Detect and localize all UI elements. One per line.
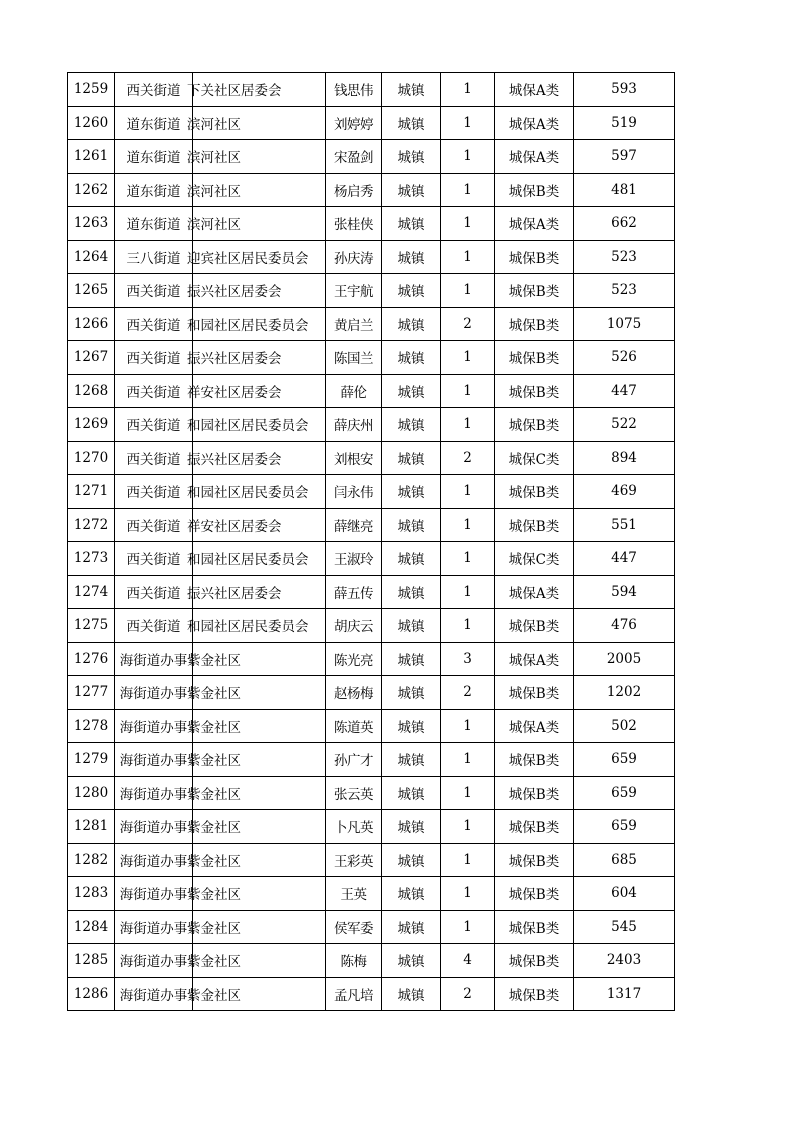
table-row [68, 944, 675, 978]
roster-table [67, 72, 675, 1011]
name-cell: 薛五传 [326, 575, 382, 609]
community-cell: 滨河社区 [193, 106, 326, 140]
household-type-cell: 城镇 [382, 575, 441, 609]
household-type-cell: 城镇 [382, 977, 441, 1011]
insurance-category-cell: 城保B类 [495, 910, 574, 944]
household-type-cell: 城镇 [382, 843, 441, 877]
table-row [68, 374, 675, 408]
street-cell: 道东街道 [115, 173, 193, 207]
street-cell: 海街道办事 [115, 977, 193, 1011]
name-cell: 王英 [326, 877, 382, 911]
name-cell: 陈国兰 [326, 341, 382, 375]
street-cell: 道东街道 [115, 106, 193, 140]
household-type-cell: 城镇 [382, 910, 441, 944]
street-cell: 西关街道 [115, 341, 193, 375]
insurance-category-cell: 城保B类 [495, 810, 574, 844]
table-row [68, 977, 675, 1011]
serial-number-cell: 1280 [68, 776, 115, 810]
serial-number-cell: 1284 [68, 910, 115, 944]
table-row [68, 676, 675, 710]
insurance-category-cell: 城保B类 [495, 843, 574, 877]
street-cell: 道东街道 [115, 207, 193, 241]
household-type-cell: 城镇 [382, 542, 441, 576]
serial-number-cell: 1266 [68, 307, 115, 341]
amount-cell: 594 [574, 575, 675, 609]
street-cell: 西关街道 [115, 408, 193, 442]
household-size-cell: 2 [441, 977, 495, 1011]
insurance-category-cell: 城保B类 [495, 341, 574, 375]
household-size-cell: 1 [441, 207, 495, 241]
serial-number-cell: 1271 [68, 475, 115, 509]
name-cell: 宋盈剑 [326, 140, 382, 174]
street-cell: 西关街道 [115, 274, 193, 308]
amount-cell: 1202 [574, 676, 675, 710]
insurance-category-cell: 城保B类 [495, 173, 574, 207]
serial-number-cell: 1263 [68, 207, 115, 241]
serial-number-cell: 1264 [68, 240, 115, 274]
serial-number-cell: 1272 [68, 508, 115, 542]
amount-cell: 523 [574, 240, 675, 274]
insurance-category-cell: 城保B类 [495, 307, 574, 341]
community-cell: 和园社区居民委员会 [193, 475, 326, 509]
community-cell: 紫金社区 [193, 877, 326, 911]
serial-number-cell: 1265 [68, 274, 115, 308]
community-cell: 紫金社区 [193, 910, 326, 944]
name-cell: 张云英 [326, 776, 382, 810]
serial-number-cell: 1278 [68, 709, 115, 743]
household-type-cell: 城镇 [382, 776, 441, 810]
household-type-cell: 城镇 [382, 307, 441, 341]
insurance-category-cell: 城保B类 [495, 240, 574, 274]
amount-cell: 1075 [574, 307, 675, 341]
amount-cell: 662 [574, 207, 675, 241]
serial-number-cell: 1260 [68, 106, 115, 140]
table-row [68, 140, 675, 174]
community-cell: 紫金社区 [193, 743, 326, 777]
household-size-cell: 1 [441, 575, 495, 609]
insurance-category-cell: 城保B类 [495, 743, 574, 777]
household-size-cell: 4 [441, 944, 495, 978]
name-cell: 闫永伟 [326, 475, 382, 509]
household-size-cell: 1 [441, 274, 495, 308]
community-cell: 紫金社区 [193, 642, 326, 676]
name-cell: 孙广才 [326, 743, 382, 777]
insurance-category-cell: 城保B类 [495, 609, 574, 643]
household-type-cell: 城镇 [382, 642, 441, 676]
community-cell: 迎宾社区居民委员会 [193, 240, 326, 274]
amount-cell: 502 [574, 709, 675, 743]
name-cell: 刘根安 [326, 441, 382, 475]
household-size-cell: 1 [441, 910, 495, 944]
insurance-category-cell: 城保B类 [495, 877, 574, 911]
name-cell: 王淑玲 [326, 542, 382, 576]
street-cell: 海街道办事 [115, 877, 193, 911]
name-cell: 孟凡培 [326, 977, 382, 1011]
household-size-cell: 1 [441, 106, 495, 140]
table-row [68, 341, 675, 375]
insurance-category-cell: 城保A类 [495, 642, 574, 676]
amount-cell: 685 [574, 843, 675, 877]
community-cell: 紫金社区 [193, 676, 326, 710]
household-type-cell: 城镇 [382, 140, 441, 174]
community-cell: 紫金社区 [193, 843, 326, 877]
household-size-cell: 1 [441, 743, 495, 777]
serial-number-cell: 1262 [68, 173, 115, 207]
household-size-cell: 1 [441, 240, 495, 274]
community-cell: 和园社区居民委员会 [193, 408, 326, 442]
street-cell: 西关街道 [115, 73, 193, 107]
community-cell: 下关社区居委会 [193, 73, 326, 107]
household-type-cell: 城镇 [382, 408, 441, 442]
street-cell: 海街道办事 [115, 676, 193, 710]
street-cell: 海街道办事 [115, 810, 193, 844]
insurance-category-cell: 城保C类 [495, 542, 574, 576]
household-type-cell: 城镇 [382, 475, 441, 509]
household-size-cell: 1 [441, 877, 495, 911]
insurance-category-cell: 城保B类 [495, 776, 574, 810]
serial-number-cell: 1279 [68, 743, 115, 777]
community-cell: 滨河社区 [193, 140, 326, 174]
street-cell: 西关街道 [115, 307, 193, 341]
name-cell: 陈道英 [326, 709, 382, 743]
serial-number-cell: 1268 [68, 374, 115, 408]
street-cell: 西关街道 [115, 542, 193, 576]
table-row [68, 408, 675, 442]
insurance-category-cell: 城保B类 [495, 475, 574, 509]
household-size-cell: 1 [441, 609, 495, 643]
serial-number-cell: 1274 [68, 575, 115, 609]
table-body [68, 73, 675, 1011]
name-cell: 孙庆涛 [326, 240, 382, 274]
serial-number-cell: 1282 [68, 843, 115, 877]
street-cell: 道东街道 [115, 140, 193, 174]
insurance-category-cell: 城保A类 [495, 709, 574, 743]
community-cell: 滨河社区 [193, 173, 326, 207]
street-cell: 西关街道 [115, 575, 193, 609]
street-cell: 海街道办事 [115, 743, 193, 777]
insurance-category-cell: 城保B类 [495, 508, 574, 542]
community-cell: 紫金社区 [193, 709, 326, 743]
serial-number-cell: 1283 [68, 877, 115, 911]
table-row [68, 508, 675, 542]
household-size-cell: 1 [441, 173, 495, 207]
serial-number-cell: 1281 [68, 810, 115, 844]
household-type-cell: 城镇 [382, 609, 441, 643]
serial-number-cell: 1261 [68, 140, 115, 174]
amount-cell: 597 [574, 140, 675, 174]
household-size-cell: 2 [441, 307, 495, 341]
street-cell: 西关街道 [115, 475, 193, 509]
table-row [68, 709, 675, 743]
name-cell: 侯军委 [326, 910, 382, 944]
table-row [68, 240, 675, 274]
serial-number-cell: 1285 [68, 944, 115, 978]
table-row [68, 73, 675, 107]
community-cell: 和园社区居民委员会 [193, 609, 326, 643]
insurance-category-cell: 城保B类 [495, 374, 574, 408]
amount-cell: 545 [574, 910, 675, 944]
amount-cell: 659 [574, 776, 675, 810]
name-cell: 王彩英 [326, 843, 382, 877]
table-row [68, 743, 675, 777]
community-cell: 和园社区居民委员会 [193, 307, 326, 341]
table-row [68, 207, 675, 241]
amount-cell: 469 [574, 475, 675, 509]
name-cell: 王宇航 [326, 274, 382, 308]
table-row [68, 776, 675, 810]
community-cell: 和园社区居民委员会 [193, 542, 326, 576]
serial-number-cell: 1275 [68, 609, 115, 643]
insurance-category-cell: 城保A类 [495, 207, 574, 241]
household-type-cell: 城镇 [382, 274, 441, 308]
household-size-cell: 1 [441, 408, 495, 442]
community-cell: 紫金社区 [193, 776, 326, 810]
serial-number-cell: 1273 [68, 542, 115, 576]
household-size-cell: 1 [441, 341, 495, 375]
insurance-category-cell: 城保B类 [495, 977, 574, 1011]
name-cell: 薛伦 [326, 374, 382, 408]
community-cell: 振兴社区居委会 [193, 274, 326, 308]
street-cell: 海街道办事 [115, 843, 193, 877]
amount-cell: 593 [574, 73, 675, 107]
insurance-category-cell: 城保A类 [495, 73, 574, 107]
community-cell: 振兴社区居委会 [193, 575, 326, 609]
street-cell: 西关街道 [115, 374, 193, 408]
table-row [68, 575, 675, 609]
table-row [68, 843, 675, 877]
household-size-cell: 1 [441, 475, 495, 509]
household-size-cell: 1 [441, 73, 495, 107]
amount-cell: 2005 [574, 642, 675, 676]
amount-cell: 1317 [574, 977, 675, 1011]
insurance-category-cell: 城保A类 [495, 575, 574, 609]
community-cell: 祥安社区居委会 [193, 374, 326, 408]
serial-number-cell: 1270 [68, 441, 115, 475]
amount-cell: 476 [574, 609, 675, 643]
name-cell: 陈梅 [326, 944, 382, 978]
household-size-cell: 2 [441, 441, 495, 475]
amount-cell: 447 [574, 542, 675, 576]
community-cell: 振兴社区居委会 [193, 341, 326, 375]
table-row [68, 475, 675, 509]
name-cell: 薛庆州 [326, 408, 382, 442]
household-type-cell: 城镇 [382, 106, 441, 140]
name-cell: 黄启兰 [326, 307, 382, 341]
amount-cell: 447 [574, 374, 675, 408]
household-type-cell: 城镇 [382, 508, 441, 542]
table-row [68, 441, 675, 475]
household-size-cell: 1 [441, 374, 495, 408]
amount-cell: 2403 [574, 944, 675, 978]
table-row [68, 910, 675, 944]
household-type-cell: 城镇 [382, 240, 441, 274]
table-row [68, 642, 675, 676]
community-cell: 祥安社区居委会 [193, 508, 326, 542]
community-cell: 振兴社区居委会 [193, 441, 326, 475]
amount-cell: 659 [574, 743, 675, 777]
insurance-category-cell: 城保B类 [495, 944, 574, 978]
household-size-cell: 1 [441, 140, 495, 174]
serial-number-cell: 1267 [68, 341, 115, 375]
street-cell: 三八街道 [115, 240, 193, 274]
street-cell: 海街道办事 [115, 776, 193, 810]
insurance-category-cell: 城保C类 [495, 441, 574, 475]
household-size-cell: 1 [441, 810, 495, 844]
name-cell: 胡庆云 [326, 609, 382, 643]
serial-number-cell: 1277 [68, 676, 115, 710]
community-cell: 滨河社区 [193, 207, 326, 241]
name-cell: 钱思伟 [326, 73, 382, 107]
amount-cell: 551 [574, 508, 675, 542]
insurance-category-cell: 城保A类 [495, 140, 574, 174]
household-size-cell: 1 [441, 508, 495, 542]
community-cell: 紫金社区 [193, 944, 326, 978]
street-cell: 西关街道 [115, 441, 193, 475]
name-cell: 张桂侠 [326, 207, 382, 241]
amount-cell: 894 [574, 441, 675, 475]
amount-cell: 519 [574, 106, 675, 140]
amount-cell: 522 [574, 408, 675, 442]
household-size-cell: 2 [441, 676, 495, 710]
name-cell: 刘婷婷 [326, 106, 382, 140]
household-type-cell: 城镇 [382, 441, 441, 475]
serial-number-cell: 1259 [68, 73, 115, 107]
name-cell: 卜凡英 [326, 810, 382, 844]
street-cell: 海街道办事 [115, 709, 193, 743]
insurance-category-cell: 城保B类 [495, 408, 574, 442]
table-row [68, 810, 675, 844]
household-size-cell: 1 [441, 843, 495, 877]
table-row [68, 106, 675, 140]
household-type-cell: 城镇 [382, 173, 441, 207]
name-cell: 薛继亮 [326, 508, 382, 542]
household-size-cell: 1 [441, 776, 495, 810]
household-type-cell: 城镇 [382, 207, 441, 241]
household-type-cell: 城镇 [382, 810, 441, 844]
household-type-cell: 城镇 [382, 709, 441, 743]
amount-cell: 526 [574, 341, 675, 375]
insurance-category-cell: 城保B类 [495, 676, 574, 710]
name-cell: 陈光亮 [326, 642, 382, 676]
household-type-cell: 城镇 [382, 944, 441, 978]
table-row [68, 542, 675, 576]
table-row [68, 173, 675, 207]
amount-cell: 604 [574, 877, 675, 911]
amount-cell: 523 [574, 274, 675, 308]
household-type-cell: 城镇 [382, 676, 441, 710]
household-type-cell: 城镇 [382, 743, 441, 777]
household-size-cell: 1 [441, 709, 495, 743]
community-cell: 紫金社区 [193, 810, 326, 844]
amount-cell: 659 [574, 810, 675, 844]
serial-number-cell: 1269 [68, 408, 115, 442]
name-cell: 杨启秀 [326, 173, 382, 207]
household-size-cell: 3 [441, 642, 495, 676]
household-type-cell: 城镇 [382, 877, 441, 911]
insurance-category-cell: 城保B类 [495, 274, 574, 308]
street-cell: 西关街道 [115, 609, 193, 643]
table-row [68, 307, 675, 341]
household-type-cell: 城镇 [382, 73, 441, 107]
street-cell: 海街道办事 [115, 910, 193, 944]
street-cell: 海街道办事 [115, 642, 193, 676]
serial-number-cell: 1276 [68, 642, 115, 676]
household-type-cell: 城镇 [382, 341, 441, 375]
amount-cell: 481 [574, 173, 675, 207]
community-cell: 紫金社区 [193, 977, 326, 1011]
street-cell: 海街道办事 [115, 944, 193, 978]
serial-number-cell: 1286 [68, 977, 115, 1011]
insurance-category-cell: 城保A类 [495, 106, 574, 140]
table-row [68, 877, 675, 911]
household-size-cell: 1 [441, 542, 495, 576]
household-type-cell: 城镇 [382, 374, 441, 408]
name-cell: 赵杨梅 [326, 676, 382, 710]
street-cell: 西关街道 [115, 508, 193, 542]
table-row [68, 609, 675, 643]
table-row [68, 274, 675, 308]
